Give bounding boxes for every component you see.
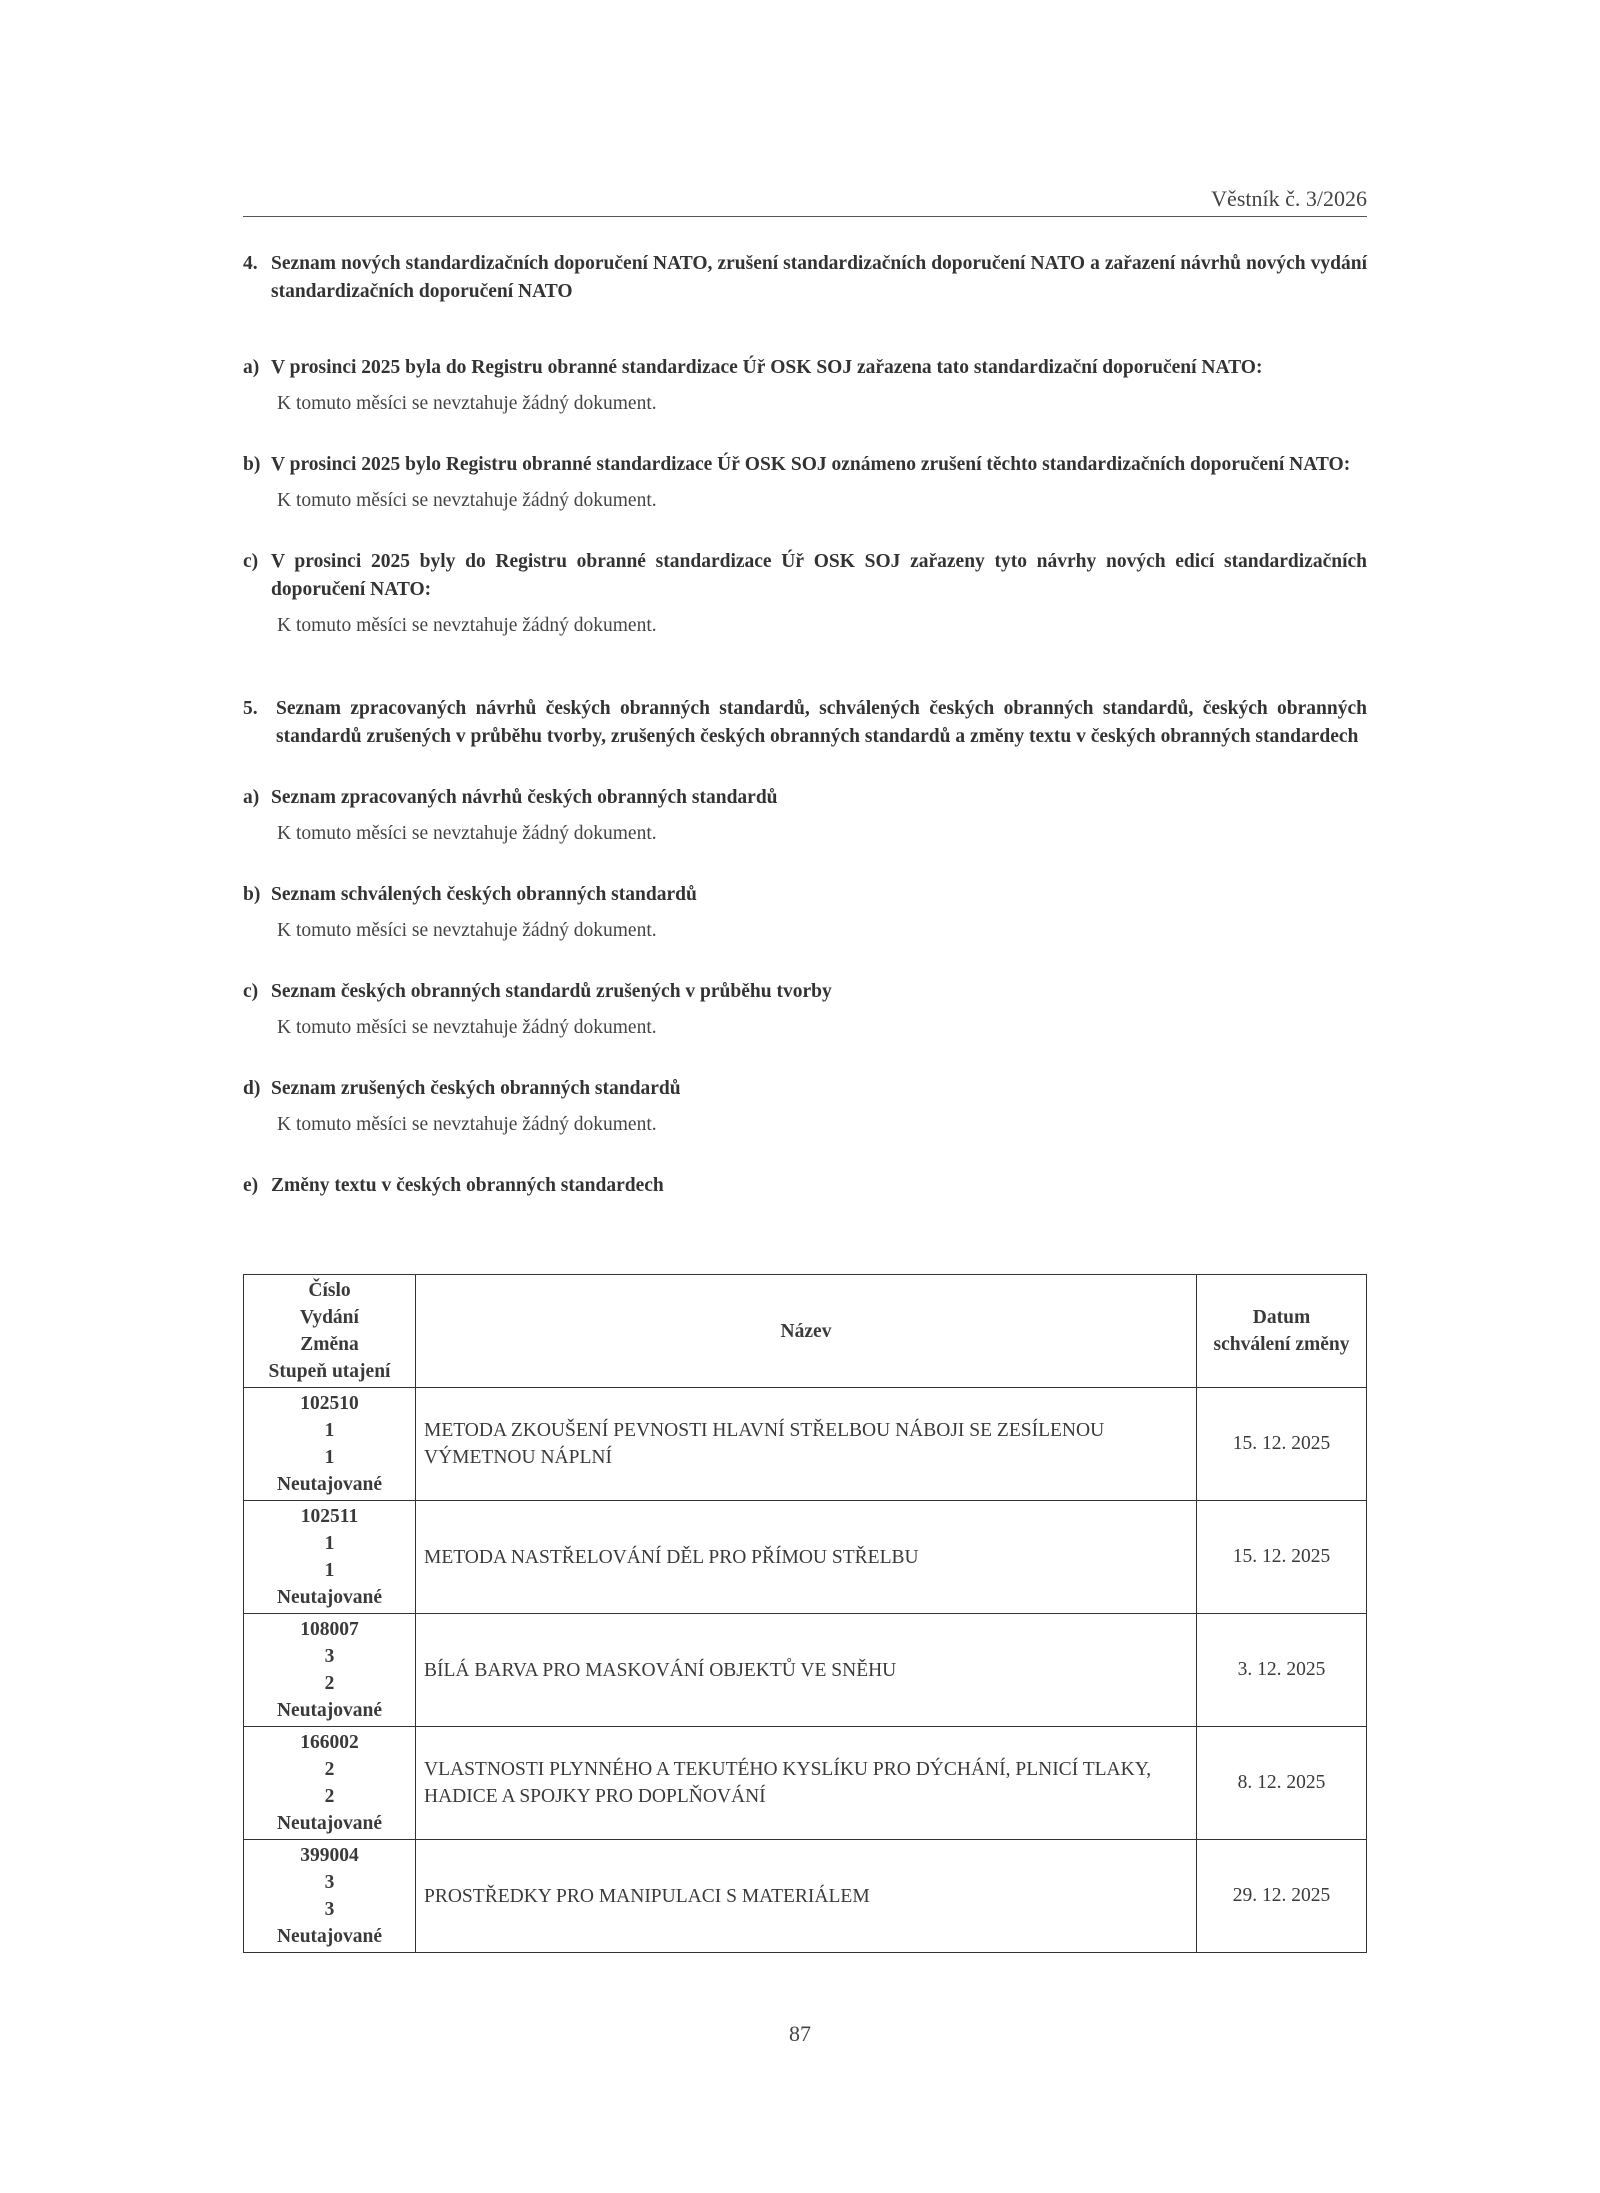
table-row [244,1614,1367,1727]
section-4-title: Seznam nových standardizačních doporučení NATO, zrušení standardizačních doporučení NATO a zařazení návrhů nových vydání standardizačních doporučení NATO [271,253,1367,302]
table-row [244,1501,1367,1614]
row-classification: Neutajované [276,1700,383,1721]
row-change: 2 [324,1673,335,1694]
section-4a-heading [243,354,1367,382]
section-5b [243,881,1367,945]
row-date: 3. 12. 2025 [1197,1614,1367,1727]
section-5b-text: Seznam schválených českých obranných standardů [271,884,697,905]
page-number: 87 [789,2021,811,2046]
row-id-cell [244,1501,416,1614]
row-name: BÍLÁ BARVA PRO MASKOVÁNÍ OBJEKTŮ VE SNĚHU [416,1614,1197,1727]
row-name: VLASTNOSTI PLYNNÉHO A TEKUTÉHO KYSLÍKU PRO DÝCHÁNÍ, PLNICÍ TLAKY, HADICE A SPOJKY PRO DOPLŇOVÁNÍ [416,1727,1197,1840]
section-5a [243,784,1367,848]
header-number-column [244,1275,416,1388]
section-4-heading [243,250,1367,306]
section-5a-letter: a) [243,787,260,808]
section-5c [243,978,1367,1042]
section-5e-letter: e) [243,1175,259,1196]
section-4a-text: V prosinci 2025 byla do Registru obranné standardizace Úř OSK SOJ zařazena tato standardizační doporučení NATO: [271,357,1263,378]
table-row [244,1840,1367,1953]
section-5d-text: Seznam zrušených českých obranných standardů [271,1078,681,1099]
section-5-title: Seznam zpracovaných návrhů českých obranných standardů, schválených českých obranných standardů, českých obranných standardů zrušených v průběhu tvorby, zrušených českých obranných standardů a změny textu v českých obranných standardech [276,698,1367,747]
row-change: 2 [324,1786,335,1807]
section-4c-note: K tomuto měsíci se nevztahuje žádný dokument. [277,615,657,636]
row-number: 166002 [300,1732,359,1753]
header-date-column [1197,1275,1367,1388]
row-edition: 1 [324,1420,335,1441]
row-edition: 1 [324,1533,335,1554]
section-4c-text: V prosinci 2025 byly do Registru obranné standardizace Úř OSK SOJ zařazeny tyto návrhy nových edicí standardizačních doporučení NATO: [271,551,1367,600]
row-change: 3 [324,1899,335,1920]
row-id-cell [244,1840,416,1953]
section-4a [243,354,1367,418]
section-5e-heading [243,1172,1367,1200]
section-5b-heading [243,881,1367,909]
page-content [243,250,1367,1200]
section-5c-note: K tomuto měsíci se nevztahuje žádný dokument. [277,1017,657,1038]
row-classification: Neutajované [276,1474,383,1495]
section-5-heading [243,695,1367,751]
row-id-cell [244,1614,416,1727]
section-5d-note: K tomuto měsíci se nevztahuje žádný dokument. [277,1114,657,1135]
section-5d-heading [243,1075,1367,1103]
section-4b [243,451,1367,515]
header-edition-label: Vydání [300,1307,359,1328]
row-change: 1 [324,1560,335,1581]
header-change-label: Změna [300,1334,359,1355]
section-5c-heading [243,978,1367,1006]
section-4b-note: K tomuto měsíci se nevztahuje žádný dokument. [277,490,657,511]
row-edition: 3 [324,1872,335,1893]
table-header-row [244,1275,1367,1388]
section-5a-note: K tomuto měsíci se nevztahuje žádný dokument. [277,823,657,844]
table-row [244,1727,1367,1840]
section-5b-letter: b) [243,884,261,905]
row-edition: 3 [324,1646,335,1667]
row-date: 15. 12. 2025 [1197,1388,1367,1501]
standards-changes-table [243,1274,1367,1953]
row-classification: Neutajované [276,1587,383,1608]
section-4b-letter: b) [243,454,261,475]
row-name: PROSTŘEDKY PRO MANIPULACI S MATERIÁLEM [416,1840,1197,1953]
row-date: 8. 12. 2025 [1197,1727,1367,1840]
header-classification-label: Stupeň utajení [268,1361,391,1382]
section-5e [243,1172,1367,1200]
row-number: 108007 [300,1619,359,1640]
section-5a-text: Seznam zpracovaných návrhů českých obranných standardů [271,787,778,808]
section-5a-heading [243,784,1367,812]
section-4-number: 4. [243,253,258,274]
section-4a-letter: a) [243,357,260,378]
section-5c-letter: c) [243,981,259,1002]
section-5b-note: K tomuto měsíci se nevztahuje žádný dokument. [277,920,657,941]
row-number: 399004 [300,1845,359,1866]
section-5e-text: Změny textu v českých obranných standardech [271,1175,664,1196]
section-4c-letter: c) [243,551,259,572]
section-4a-note: K tomuto měsíci se nevztahuje žádný dokument. [277,393,657,414]
table-row [244,1388,1367,1501]
section-4b-text: V prosinci 2025 bylo Registru obranné standardizace Úř OSK SOJ oznámeno zrušení těchto standardizačních doporučení NATO: [271,454,1351,475]
row-number: 102510 [300,1393,359,1414]
section-5d-letter: d) [243,1078,261,1099]
row-name: METODA NASTŘELOVÁNÍ DĚL PRO PŘÍMOU STŘELBU [416,1501,1197,1614]
row-date: 29. 12. 2025 [1197,1840,1367,1953]
row-classification: Neutajované [276,1813,383,1834]
section-5-number: 5. [243,698,258,719]
row-id-cell [244,1388,416,1501]
section-4c-heading [243,548,1367,604]
row-name: METODA ZKOUŠENÍ PEVNOSTI HLAVNÍ STŘELBOU NÁBOJI SE ZESÍLENOU VÝMETNOU NÁPLNÍ [416,1388,1197,1501]
section-5c-text: Seznam českých obranných standardů zrušených v průběhu tvorby [271,981,832,1002]
section-4c [243,548,1367,640]
row-classification: Neutajované [276,1926,383,1947]
row-id-cell [244,1727,416,1840]
section-5d [243,1075,1367,1139]
row-number: 102511 [300,1506,359,1527]
header-number-label: Číslo [308,1280,351,1301]
header-name-label: Název [780,1320,832,1342]
header-date-label-2: schválení změny [1213,1334,1350,1355]
header-divider [243,216,1367,217]
header-name-column [416,1275,1197,1388]
page-header-title: Věstník č. 3/2026 [1211,186,1367,211]
row-change: 1 [324,1447,335,1468]
row-date: 15. 12. 2025 [1197,1501,1367,1614]
section-4b-heading [243,451,1367,479]
header-date-label-1: Datum [1252,1307,1311,1328]
row-edition: 2 [324,1759,335,1780]
